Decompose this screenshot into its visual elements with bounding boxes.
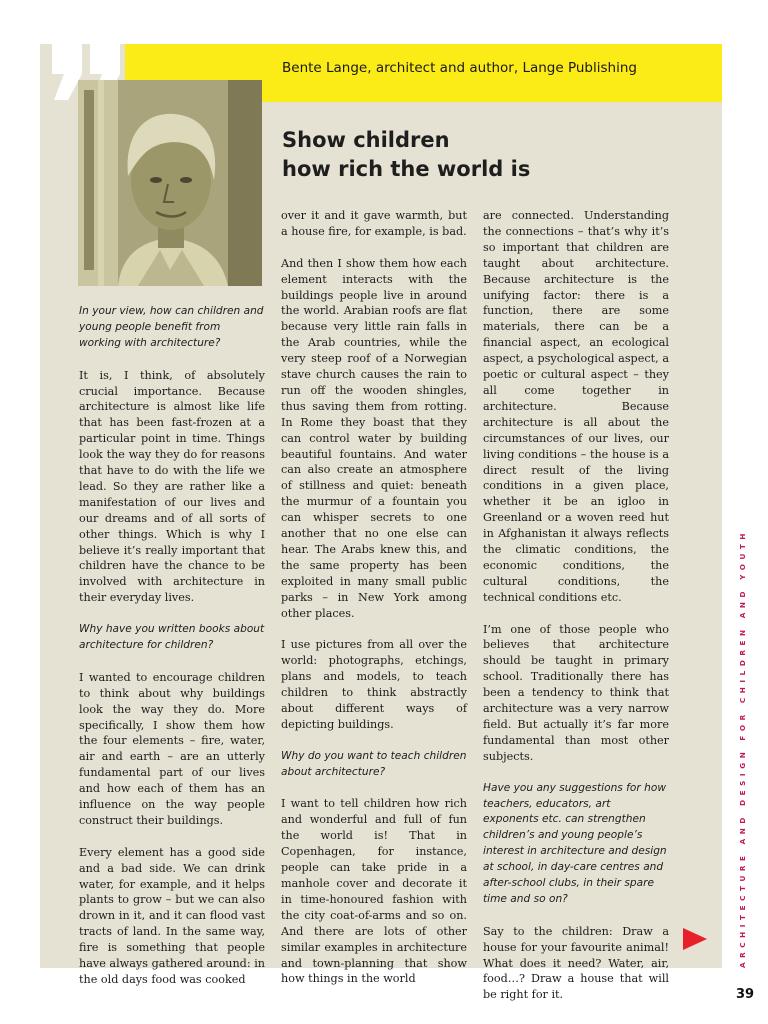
title-line-1: Show children bbox=[282, 128, 450, 152]
answer-paragraph: are connected. Understanding the connections – that’s why it’s so important that children are taught about architecture. Because architecture is the unifying factor: there is a function, there are some materials, there can be a financial aspect, an ecological aspect, a psychological aspect, a poetic or cultural aspect – they all come together in architecture. Because architecture is all about the circumstances of our lives, our living conditions – the house is a direct result of the living conditions in a given place, whether it be an igloo in Greenland or a woven reed hut in Afghanistan it always reflects the climatic conditions, the economic conditions, the cultural conditions, the technical conditions etc. bbox=[483, 209, 669, 604]
column-3 bbox=[483, 208, 669, 1003]
answer-paragraph: I’m one of those people who believes that architecture should be taught in primary school. Traditionally there has been a tendency to think that architecture was a very narrow field. But actually it’s far more fundamental than most other subjects. bbox=[483, 622, 669, 763]
question: Why do you want to teach children about architecture? bbox=[281, 749, 467, 778]
column-2 bbox=[281, 208, 467, 987]
page-number: 39 bbox=[736, 987, 755, 1002]
question: Why have you written books about architecture for children? bbox=[79, 623, 265, 651]
answer-paragraph: It is, I think, of absolutely crucial importance. Because architecture is almost like life that has been fast-frozen at a particular point in time. Things look the way they do for reasons that have to do with the life we lead. So they are rather like a manifestation of our lives and our dreams and of all sorts of other things. Which is why I believe it’s really important that children have the chance to be involved with architecture in their everyday lives. bbox=[79, 368, 265, 605]
byline: Bente Lange, architect and author, Lange Publishing bbox=[282, 60, 637, 76]
answer-paragraph: And then I show them how each element interacts with the buildings people live in around the world. Arabian roofs are flat because very little rain falls in the Arab countries, while the very steep roof of a Norwegian stave church causes the rain to run off the wooden shingles, thus saving them from rotting. In Rome they boast that they can control water by building beautiful fountains. And water can also create an atmosphere of stillness and quiet: beneath the murmur of a fountain you can whisper secrets to one another that no one else can hear. The Arabs knew this, and the same property has been exploited in many small public parks – in New York among other places. bbox=[281, 256, 467, 620]
title-line-2: how rich the world is bbox=[282, 157, 531, 181]
question: In your view, how can children and young people benefit from working with architecture? bbox=[79, 305, 264, 349]
answer-paragraph: I wanted to encourage children to think about why buildings look the way they do. More specifically, I show them how the four elements – fire, water, air and earth – are an utterly fundamental part of our lives and how each of them has an influence on the way people construct their buildings. bbox=[79, 670, 265, 827]
question: Have you any suggestions for how teachers, educators, art exponents etc. can strengthen children’s and young people’s interest in architecture and design at school, in day-care centres and after-school clubs, in their spare time and so on? bbox=[483, 781, 667, 905]
column-1 bbox=[79, 304, 265, 988]
article-title bbox=[282, 126, 702, 184]
answer-paragraph: over it and it gave warmth, but a house fire, for example, is bad. bbox=[281, 209, 467, 238]
answer-paragraph: I want to tell children how rich and wonderful and full of fun the world is! That in Copenhagen, for instance, people can take pride in a manhole cover and decorate it in time-honoured fashion with the city coat-of-arms and so on. And there are lots of other similar examples in architecture and town-planning that show how things in the world bbox=[281, 797, 467, 986]
answer-paragraph: Every element has a good side and a bad side. We can drink water, for example, and it helps plants to grow – but we can also drown in it, and it can flood vast tracts of land. In the same way, fire is something that people have always gathered around: in the old days food was cooked bbox=[79, 845, 265, 986]
section-label: ARCHITECTURE AND DESIGN FOR CHILDREN AND YOUTH bbox=[738, 528, 747, 968]
answer-paragraph: I use pictures from all over the world: photographs, etchings, plans and models, to teach children to think abstractly about different ways of depicting buildings. bbox=[281, 638, 467, 731]
next-page-arrow-icon[interactable] bbox=[682, 927, 708, 951]
author-portrait bbox=[78, 80, 262, 286]
answer-paragraph: Say to the children: Draw a house for your favourite animal! What does it need? Water, air, food…? Draw a house that will be right for it. bbox=[483, 924, 669, 1002]
